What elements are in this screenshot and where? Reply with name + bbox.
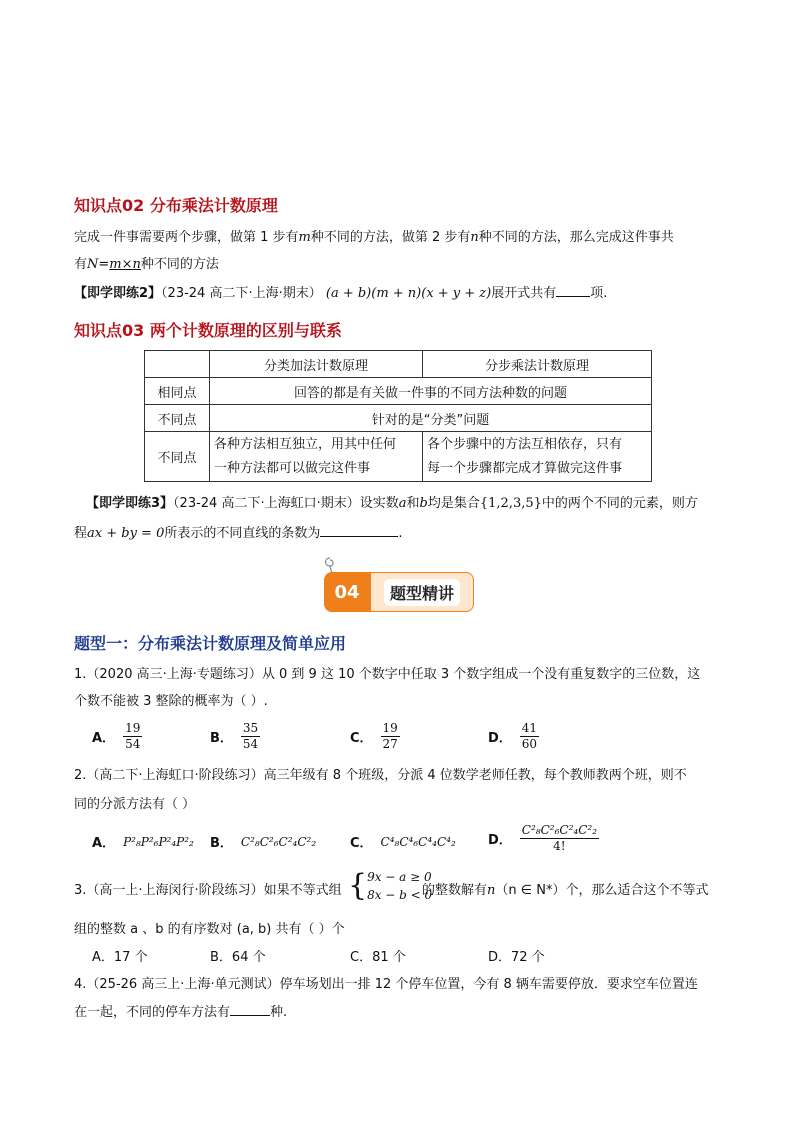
- table-cell: 各种方法相互独立，用其中任何 一种方法都可以做完这件事: [210, 432, 423, 482]
- q2-option-c[interactable]: C． C⁴₈C⁴₆C⁴₄C⁴₂: [350, 834, 456, 851]
- row-label: 不同点: [145, 405, 210, 432]
- q4-line2: 在一起，不同的停车方法有 种.: [74, 1005, 288, 1020]
- badge-number: 04: [324, 572, 370, 612]
- q1-line2: 个数不能被 3 整除的概率为（ ）.: [74, 694, 268, 709]
- section-badge: [324, 572, 474, 612]
- table-cell: 各个步骤中的方法互相依存，只有 每一个步骤都完成才算做完这件事: [423, 432, 652, 482]
- q2-line1: 2.（高二下·上海虹口·阶段练习）高三年级有 8 个班级，分派 4 位数学老师任教，每个教师教两个班，则不: [74, 768, 687, 783]
- q3-option-d[interactable]: D．72 个: [488, 950, 545, 965]
- q3-option-a[interactable]: A．17 个: [92, 950, 148, 965]
- q3-line2: 组的整数 a 、b 的有序数对 (a, b) 共有（ ）个: [74, 922, 345, 937]
- q1-option-a[interactable]: A． $\frac{19}{54}$: [92, 721, 141, 751]
- inequality-system: { 9x − a ≥ 0 8x − b < 0: [348, 868, 433, 903]
- answer-blank: [320, 524, 398, 537]
- q4-line1: 4.（25-26 高三上·上海·单元测试）停车场划出一排 12 个停车位置，今有 8 辆车需要停放．要求空车位置连: [74, 977, 698, 992]
- q1-line1: 1.（2020 高三·上海·专题练习）从 0 到 9 这 10 个数字中任取 3 个数字组成一个没有重复数字的三位数，这: [74, 667, 701, 682]
- comparison-table: [144, 350, 652, 482]
- q3-line1: 3.（高一上·上海闵行·阶段练习）如果不等式组: [74, 883, 342, 898]
- practice3-line2: 程ax + by = 0所表示的不同直线的条数为 .: [74, 526, 403, 541]
- kp02-title: 知识点02 分布乘法计数原理: [74, 196, 278, 215]
- kp02-line1: 完成一件事需要两个步骤，做第 1 步有m种不同的方法，做第 2 步有n种不同的方法，那么完成这件事共: [74, 230, 674, 245]
- badge-label: 题型精讲: [384, 579, 460, 606]
- q2-line2: 同的分派方法有（ ）: [74, 797, 196, 812]
- q3-option-b[interactable]: B．64 个: [210, 950, 266, 965]
- type1-title: 题型一：分布乘法计数原理及简单应用: [74, 634, 347, 653]
- kp03-title: 知识点03 两个计数原理的区别与联系: [74, 321, 342, 340]
- practice3-line1: 【即学即练3】（23-24 高二下·上海虹口·期末）设实数a和b均是集合{1,2,3,5}中的两个不同的元素，则方: [86, 496, 698, 511]
- answer-blank: [230, 1003, 270, 1016]
- kp02-line2: 有N=m×n种不同的方法: [74, 257, 219, 272]
- table-cell: 针对的是“分类”问题: [210, 405, 652, 432]
- header-addition: 分类加法计数原理: [210, 351, 423, 378]
- row-label: 相同点: [145, 378, 210, 405]
- q3-option-c[interactable]: C．81 个: [350, 950, 406, 965]
- row-label: 不同点: [145, 432, 210, 482]
- q3-line1-end: 的整数解有n（n ∈ N*）个，那么适合这个不等式: [422, 883, 709, 898]
- q2-option-a[interactable]: A． P²₈P²₆P²₄P²₂: [92, 834, 194, 851]
- header-multiplication: 分步乘法计数原理: [423, 351, 652, 378]
- answer-blank: [556, 284, 590, 297]
- q1-option-b[interactable]: B． $\frac{35}{54}$: [210, 721, 259, 751]
- q1-option-d[interactable]: D． $\frac{41}{60}$: [488, 721, 538, 751]
- table-cell: 回答的都是有关做一件事的不同方法种数的问题: [210, 378, 652, 405]
- q2-option-b[interactable]: B． C²₈C²₆C²₄C²₂: [210, 834, 317, 851]
- q2-option-d[interactable]: D． $\frac{\text{C²₈C²₆C²₄C²₂}}{4!}$: [488, 823, 598, 853]
- q1-option-c[interactable]: C． $\frac{19}{27}$: [350, 721, 398, 751]
- practice2: 【即学即练2】（23-24 高二下·上海·期末） (a + b)(m + n)(x + y + z)展开式共有 项.: [74, 286, 608, 301]
